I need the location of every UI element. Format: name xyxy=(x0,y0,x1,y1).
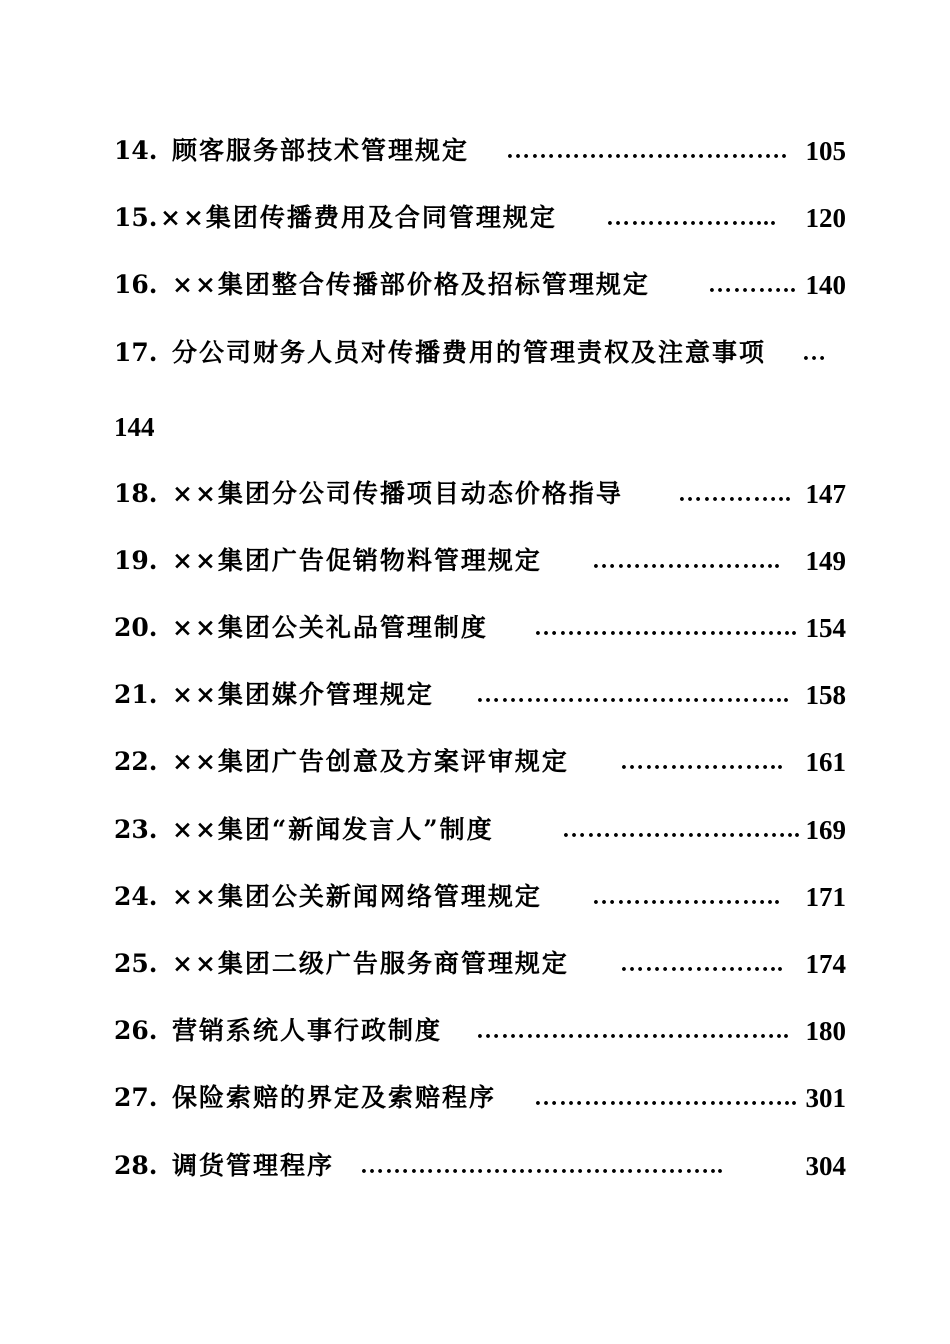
entry-title: ××集团“新闻发言人”制度 xyxy=(172,815,494,844)
toc-entry xyxy=(114,742,846,782)
entry-title: ××集团公关礼品管理制度 xyxy=(172,613,488,642)
dot-leader: … xyxy=(802,340,827,366)
entry-title: ××集团整合传播部价格及招标管理规定 xyxy=(172,270,650,299)
dot-leader: ………………….. xyxy=(592,548,781,574)
entry-number: 25. xyxy=(114,949,158,978)
toc-entry xyxy=(114,1146,846,1186)
dot-leader: ………………………….. xyxy=(534,615,798,641)
entry-number: 19. xyxy=(114,546,158,575)
entry-number: 22. xyxy=(114,747,158,776)
entry-page-number: 120 xyxy=(805,203,846,233)
entry-title: 调货管理程序 xyxy=(172,1151,335,1180)
entry-title: ××集团传播费用及合同管理规定 xyxy=(160,203,557,232)
entry-number: 23. xyxy=(114,815,158,844)
entry-title: 营销系统人事行政制度 xyxy=(172,1016,443,1045)
dot-leader: ………………………….. xyxy=(534,1085,798,1111)
entry-page-number: 304 xyxy=(805,1151,846,1181)
entry-title: ××集团分公司传播项目动态价格指导 xyxy=(172,479,623,508)
entry-number: 18. xyxy=(114,479,158,508)
entry-page-number: 105 xyxy=(805,136,846,166)
toc-entry xyxy=(114,1011,846,1051)
toc-entry xyxy=(114,1078,846,1118)
entry-number: 16. xyxy=(114,270,158,299)
dot-leader: ………………... xyxy=(606,205,777,231)
toc-entry xyxy=(114,877,846,917)
entry-number: 21. xyxy=(114,680,158,709)
entry-number: 27. xyxy=(114,1083,158,1112)
toc-entry xyxy=(114,608,846,648)
entry-number: 20. xyxy=(114,613,158,642)
dot-leader: ……………….. xyxy=(620,749,784,775)
entry-title: ××集团广告创意及方案评审规定 xyxy=(172,747,569,776)
entry-page-number: 171 xyxy=(805,882,846,912)
dot-leader: ………….. xyxy=(678,481,792,507)
toc-entry xyxy=(114,541,846,581)
entry-number: 17. xyxy=(114,338,158,367)
entry-number: 15. xyxy=(114,203,158,232)
toc-entry xyxy=(114,333,846,373)
dot-leader: ……………………………….. xyxy=(476,1018,790,1044)
entry-page-number: 149 xyxy=(805,546,846,576)
entry-number: 14. xyxy=(114,136,158,165)
dot-leader: ……….. xyxy=(708,272,797,298)
dot-leader: ………………….. xyxy=(592,884,781,910)
entry-page-number: 140 xyxy=(805,270,846,300)
toc-entry xyxy=(114,944,846,984)
dot-leader: ……………………………. xyxy=(506,138,788,164)
dot-leader: ……………………….. xyxy=(562,817,801,843)
toc-entry xyxy=(114,265,846,305)
entry-number: 24. xyxy=(114,882,158,911)
dot-leader: ……………………………….. xyxy=(476,682,790,708)
entry-number: 28. xyxy=(114,1151,158,1180)
dot-leader: …………………………………….. xyxy=(360,1153,724,1179)
entry-page-number: 144 xyxy=(114,412,155,442)
entry-page-number: 180 xyxy=(805,1016,846,1046)
entry-title: 顾客服务部技术管理规定 xyxy=(172,136,470,165)
dot-leader: ……………….. xyxy=(620,951,784,977)
entry-title: ××集团媒介管理规定 xyxy=(172,680,434,709)
toc-entry xyxy=(114,198,846,238)
toc-entry xyxy=(114,675,846,715)
entry-page-number: 161 xyxy=(805,747,846,777)
entry-page-number: 147 xyxy=(805,479,846,509)
entry-title: ××集团公关新闻网络管理规定 xyxy=(172,882,542,911)
toc-entry xyxy=(114,131,846,171)
entry-page-number: 169 xyxy=(805,815,846,845)
toc-entry xyxy=(114,474,846,514)
entry-title: ××集团广告促销物料管理规定 xyxy=(172,546,542,575)
entry-page-number: 174 xyxy=(805,949,846,979)
entry-page-number: 301 xyxy=(805,1083,846,1113)
entry-page-number: 158 xyxy=(805,680,846,710)
entry-page-number: 154 xyxy=(805,613,846,643)
entry-number: 26. xyxy=(114,1016,158,1045)
entry-title: ××集团二级广告服务商管理规定 xyxy=(172,949,569,978)
entry-title: 分公司财务人员对传播费用的管理责权及注意事项 xyxy=(172,338,767,367)
toc-entry xyxy=(114,810,846,850)
entry-title: 保险索赔的界定及索赔程序 xyxy=(172,1083,497,1112)
